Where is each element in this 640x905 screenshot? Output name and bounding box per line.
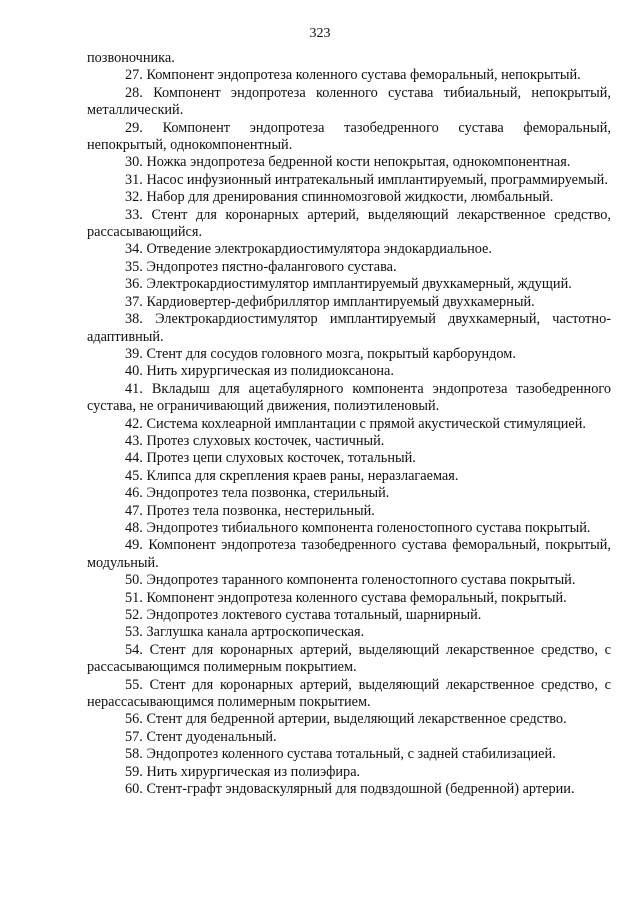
list-item — [87, 485, 611, 502]
item-number: 35. — [125, 258, 143, 275]
list-item — [87, 677, 611, 712]
item-text: Эндопротез локтевого сустава тотальный, шарнирный. — [146, 607, 482, 623]
item-number: 32. — [125, 189, 143, 206]
page-number: 323 — [309, 26, 331, 41]
item-number: 43. — [125, 432, 143, 449]
item-text: Вкладыш для ацетабулярного компонента эндопротеза тазобедренного сустава, не ограничивающий движения, полиэтиленовый. — [87, 380, 612, 415]
item-number: 31. — [125, 171, 143, 188]
item-text: Эндопротез таранного компонента голеностопного сустава покрытый. — [146, 572, 576, 589]
item-text: Протез слуховых косточек, частичный. — [146, 432, 385, 449]
item-text: Клипса для скрепления краев раны, неразлагаемая. — [146, 467, 459, 484]
item-number: 41. — [125, 380, 143, 397]
item-text: Ножка эндопротеза бедренной кости непокрытая, однокомпонентная. — [146, 154, 571, 171]
item-number: 34. — [125, 241, 143, 258]
item-text: Компонент эндопротеза тазобедренного сустава феморальный, покрытый, модульный. — [87, 537, 611, 571]
item-text: Стент для коронарных артерий, выделяющий лекарственное средство, с нерассасывающимся полимерным покрытием. — [87, 676, 611, 711]
list-item — [87, 624, 611, 641]
list-item — [87, 607, 611, 624]
list-item — [87, 259, 611, 276]
item-number: 51. — [125, 589, 143, 606]
item-number: 58. — [125, 746, 143, 763]
list-item — [87, 433, 611, 450]
item-text: Компонент эндопротеза тазобедренного сустава феморальный, непокрытый, однокомпонентный. — [87, 119, 611, 154]
list-item — [87, 503, 611, 520]
item-number: 42. — [125, 415, 143, 432]
list-item — [87, 468, 611, 485]
document-body — [87, 50, 611, 798]
item-text: Стент для коронарных артерий, выделяющий лекарственное средство, с рассасывающимся полимерным покрытием. — [87, 641, 611, 676]
list-item — [87, 276, 611, 293]
list-item — [87, 746, 611, 763]
list-item — [87, 520, 611, 537]
continuation-line: позвоночника. — [87, 50, 175, 66]
item-text: Электрокардиостимулятор имплантируемый двухкамерный, частотно-адаптивный. — [87, 311, 611, 345]
item-text: Эндопротез пястно-фалангового сустава. — [146, 258, 397, 275]
item-number: 38. — [125, 311, 143, 328]
item-text: Стент для бедренной артерии, выделяющий лекарственное средство. — [146, 711, 567, 728]
item-text: Компонент эндопротеза коленного сустава тибиальный, непокрытый, металлический. — [87, 84, 611, 119]
list-item — [87, 241, 611, 258]
item-number: 52. — [125, 607, 143, 623]
list-item — [87, 590, 611, 607]
list-item — [87, 711, 611, 728]
list-item — [87, 294, 611, 311]
item-text: Стент для коронарных артерий, выделяющий лекарственное средство, рассасывающийся. — [87, 206, 612, 241]
item-number: 29. — [125, 119, 143, 136]
item-text: Нить хирургическая из полидиоксанона. — [146, 363, 394, 380]
item-text: Отведение электрокардиостимулятора эндокардиальное. — [146, 241, 492, 258]
item-number: 48. — [125, 519, 143, 536]
list-item — [87, 154, 611, 171]
item-number: 60. — [125, 781, 143, 798]
list-item — [87, 346, 611, 363]
item-text: Компонент эндопротеза коленного сустава феморальный, покрытый. — [146, 589, 567, 606]
item-number: 45. — [125, 467, 143, 484]
item-number: 28. — [125, 84, 143, 101]
item-text: Кардиовертер-дефибриллятор имплантируемый двухкамерный. — [146, 293, 535, 310]
item-number: 46. — [125, 485, 143, 502]
item-text: Стент дуоденальный. — [146, 728, 277, 745]
list-item — [87, 172, 611, 189]
list-item — [87, 450, 611, 467]
item-number: 40. — [125, 363, 143, 380]
item-text: Стент для сосудов головного мозга, покрытый карборундом. — [146, 345, 516, 362]
item-number: 56. — [125, 711, 143, 728]
item-text: Протез тела позвонка, нестерильный. — [146, 502, 375, 519]
item-list — [87, 67, 611, 798]
item-number: 37. — [125, 293, 143, 310]
list-item — [87, 85, 611, 120]
item-text: Эндопротез коленного сустава тотальный, с задней стабилизацией. — [146, 746, 556, 763]
list-item — [87, 381, 611, 416]
item-number: 33. — [125, 206, 143, 223]
item-text: Компонент эндопротеза коленного сустава феморальный, непокрытый. — [146, 67, 581, 84]
list-item — [87, 729, 611, 746]
list-item — [87, 120, 611, 155]
item-number: 44. — [125, 450, 143, 467]
list-item — [87, 572, 611, 589]
item-text: Электрокардиостимулятор имплантируемый двухкамерный, ждущий. — [146, 276, 572, 293]
item-text: Эндопротез тела позвонка, стерильный. — [146, 485, 390, 502]
item-number: 36. — [125, 276, 143, 293]
item-number: 59. — [125, 763, 143, 780]
list-item — [87, 537, 611, 572]
item-number: 57. — [125, 728, 143, 745]
item-number: 27. — [125, 67, 143, 84]
item-number: 54. — [125, 641, 143, 658]
list-item — [87, 642, 611, 677]
list-item — [87, 363, 611, 380]
item-text: Стент-графт эндоваскулярный для подвздошной (бедренной) артерии. — [146, 781, 575, 798]
item-number: 50. — [125, 572, 143, 589]
item-number: 30. — [125, 154, 143, 171]
item-text: Насос инфузионный интратекальный имплантируемый, программируемый. — [146, 171, 608, 188]
item-text: Система кохлеарной имплантации с прямой акустической стимуляцией. — [146, 415, 586, 432]
item-number: 39. — [125, 345, 143, 362]
list-item — [87, 67, 611, 84]
list-item — [87, 311, 611, 346]
item-text: Эндопротез тибиального компонента голеностопного сустава покрытый. — [146, 519, 591, 536]
list-item — [87, 189, 611, 206]
list-item — [87, 207, 611, 242]
list-item — [87, 781, 611, 798]
item-number: 53. — [125, 624, 143, 641]
item-text: Протез цепи слуховых косточек, тотальный. — [146, 450, 416, 467]
list-item — [87, 416, 611, 433]
list-item — [87, 764, 611, 781]
item-text: Нить хирургическая из полиэфира. — [146, 763, 361, 780]
item-text: Заглушка канала артроскопическая. — [146, 624, 365, 641]
item-number: 49. — [125, 537, 143, 554]
item-number: 55. — [125, 676, 143, 693]
item-number: 47. — [125, 502, 143, 519]
item-text: Набор для дренирования спинномозговой жидкости, люмбальный. — [146, 189, 554, 206]
